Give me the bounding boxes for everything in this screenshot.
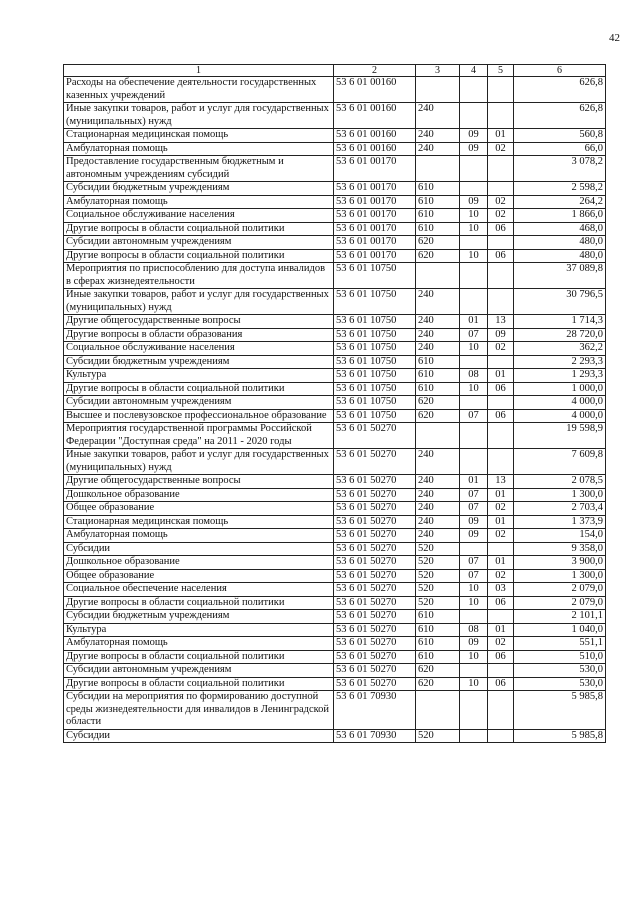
row-subsection: 06 [488,382,514,396]
row-code: 53 6 01 50270 [334,542,416,556]
row-amount: 154,0 [514,529,606,543]
row-section: 01 [460,315,488,329]
table-row [64,209,606,223]
row-name: Социальное обслуживание населения [64,342,334,356]
row-section: 10 [460,650,488,664]
row-amount: 2 293,3 [514,355,606,369]
table-row [64,249,606,263]
row-code: 53 6 01 50270 [334,569,416,583]
row-code: 53 6 01 70930 [334,729,416,743]
row-section [460,289,488,315]
row-subsection: 06 [488,222,514,236]
row-amount: 1 300,0 [514,569,606,583]
row-section: 10 [460,342,488,356]
row-name: Субсидии автономным учреждениям [64,396,334,410]
row-name: Иные закупки товаров, работ и услуг для государственных (муниципальных) нужд [64,289,334,315]
row-section: 01 [460,475,488,489]
row-subsection: 13 [488,315,514,329]
row-name: Амбулаторная помощь [64,195,334,209]
row-expense-type: 610 [416,637,460,651]
row-name: Стационарная медицинская помощь [64,515,334,529]
row-name: Другие общегосударственные вопросы [64,475,334,489]
row-section: 09 [460,129,488,143]
row-name: Культура [64,369,334,383]
row-section: 10 [460,249,488,263]
row-name: Другие вопросы в области социальной политики [64,650,334,664]
row-name: Другие вопросы в области образования [64,328,334,342]
row-expense-type: 240 [416,475,460,489]
row-section: 09 [460,515,488,529]
row-section [460,691,488,730]
row-section: 07 [460,502,488,516]
row-name: Высшее и послевузовское профессиональное образование [64,409,334,423]
table-row [64,610,606,624]
row-subsection: 01 [488,488,514,502]
row-name: Субсидии бюджетным учреждениям [64,610,334,624]
row-subsection [488,182,514,196]
row-section: 10 [460,222,488,236]
row-amount: 480,0 [514,236,606,250]
row-expense-type: 610 [416,195,460,209]
row-expense-type: 610 [416,209,460,223]
row-expense-type: 610 [416,355,460,369]
header-cell: 2 [334,65,416,77]
row-section: 07 [460,556,488,570]
row-subsection: 13 [488,475,514,489]
row-expense-type: 610 [416,650,460,664]
row-subsection [488,664,514,678]
row-expense-type: 520 [416,583,460,597]
row-code: 53 6 01 50270 [334,596,416,610]
table-row [64,677,606,691]
table-row [64,369,606,383]
header-cell: 6 [514,65,606,77]
row-expense-type: 520 [416,569,460,583]
row-expense-type [416,691,460,730]
row-subsection: 06 [488,249,514,263]
row-expense-type: 240 [416,529,460,543]
row-section: 07 [460,488,488,502]
row-subsection: 02 [488,142,514,156]
table-row [64,650,606,664]
row-expense-type: 240 [416,342,460,356]
row-section [460,263,488,289]
row-subsection [488,449,514,475]
table-row [64,569,606,583]
row-section [460,77,488,103]
row-section: 10 [460,382,488,396]
row-section: 07 [460,409,488,423]
row-code: 53 6 01 10750 [334,263,416,289]
row-name: Социальное обслуживание населения [64,209,334,223]
table-row [64,502,606,516]
row-code: 53 6 01 00170 [334,249,416,263]
table-row [64,409,606,423]
table-row [64,129,606,143]
table-row [64,328,606,342]
row-section [460,610,488,624]
row-code: 53 6 01 00160 [334,129,416,143]
row-amount: 264,2 [514,195,606,209]
row-subsection [488,236,514,250]
row-amount: 468,0 [514,222,606,236]
row-section: 10 [460,583,488,597]
row-code: 53 6 01 00170 [334,236,416,250]
table-row [64,77,606,103]
row-code: 53 6 01 10750 [334,382,416,396]
table-row [64,396,606,410]
row-subsection: 01 [488,556,514,570]
row-code: 53 6 01 10750 [334,289,416,315]
table-row [64,236,606,250]
row-section [460,236,488,250]
row-amount: 551,1 [514,637,606,651]
row-name: Дошкольное образование [64,488,334,502]
row-subsection [488,396,514,410]
row-section: 10 [460,209,488,223]
row-amount: 5 985,8 [514,729,606,743]
row-name: Стационарная медицинская помощь [64,129,334,143]
row-expense-type: 240 [416,142,460,156]
row-section [460,355,488,369]
table-row [64,488,606,502]
row-expense-type: 610 [416,382,460,396]
row-subsection: 02 [488,637,514,651]
row-subsection [488,77,514,103]
row-code: 53 6 01 50270 [334,583,416,597]
row-code: 53 6 01 00170 [334,156,416,182]
table-row [64,623,606,637]
row-name: Расходы на обеспечение деятельности государственных казенных учреждений [64,77,334,103]
row-subsection: 02 [488,529,514,543]
row-amount: 3 900,0 [514,556,606,570]
row-expense-type: 520 [416,729,460,743]
row-section [460,156,488,182]
row-subsection: 06 [488,409,514,423]
row-code: 53 6 01 50270 [334,556,416,570]
row-expense-type: 240 [416,103,460,129]
header-cell: 5 [488,65,514,77]
row-expense-type: 610 [416,222,460,236]
row-expense-type: 620 [416,396,460,410]
row-name: Другие вопросы в области социальной политики [64,222,334,236]
row-name: Социальное обеспечение населения [64,583,334,597]
row-amount: 66,0 [514,142,606,156]
row-expense-type: 240 [416,129,460,143]
row-amount: 5 985,8 [514,691,606,730]
row-name: Предоставление государственным бюджетным и автономным учреждениям субсидий [64,156,334,182]
row-subsection: 01 [488,515,514,529]
row-amount: 626,8 [514,77,606,103]
row-amount: 4 000,0 [514,409,606,423]
row-code: 53 6 01 70930 [334,691,416,730]
row-subsection: 01 [488,623,514,637]
row-section: 09 [460,142,488,156]
table-row [64,142,606,156]
table-row [64,342,606,356]
table-row [64,355,606,369]
row-name: Иные закупки товаров, работ и услуг для государственных (муниципальных) нужд [64,449,334,475]
row-expense-type: 240 [416,449,460,475]
row-expense-type: 620 [416,236,460,250]
row-code: 53 6 01 50270 [334,423,416,449]
row-subsection: 06 [488,596,514,610]
row-subsection: 02 [488,569,514,583]
row-code: 53 6 01 50270 [334,610,416,624]
row-expense-type: 240 [416,515,460,529]
row-subsection [488,103,514,129]
table-row [64,195,606,209]
row-amount: 480,0 [514,249,606,263]
row-section: 08 [460,369,488,383]
row-subsection [488,289,514,315]
row-subsection [488,423,514,449]
row-expense-type [416,156,460,182]
row-section [460,103,488,129]
table-row [64,596,606,610]
row-code: 53 6 01 50270 [334,664,416,678]
row-section [460,729,488,743]
row-name: Амбулаторная помощь [64,529,334,543]
row-code: 53 6 01 00160 [334,103,416,129]
row-amount: 2 079,0 [514,596,606,610]
row-subsection [488,729,514,743]
row-code: 53 6 01 10750 [334,328,416,342]
row-code: 53 6 01 00170 [334,195,416,209]
row-section: 07 [460,569,488,583]
row-subsection: 02 [488,209,514,223]
row-name: Субсидии бюджетным учреждениям [64,182,334,196]
row-amount: 2 703,4 [514,502,606,516]
row-name: Другие общегосударственные вопросы [64,315,334,329]
row-amount: 7 609,8 [514,449,606,475]
row-subsection [488,355,514,369]
row-expense-type [416,423,460,449]
row-section: 10 [460,596,488,610]
row-amount: 1 000,0 [514,382,606,396]
header-cell: 1 [64,65,334,77]
budget-table [63,64,606,743]
row-name: Другие вопросы в области социальной политики [64,249,334,263]
row-expense-type: 620 [416,249,460,263]
row-code: 53 6 01 10750 [334,315,416,329]
row-name: Субсидии бюджетным учреждениям [64,355,334,369]
table-row [64,449,606,475]
row-section [460,182,488,196]
row-expense-type: 610 [416,623,460,637]
row-section [460,664,488,678]
row-expense-type: 240 [416,502,460,516]
row-code: 53 6 01 10750 [334,342,416,356]
row-subsection: 06 [488,677,514,691]
row-name: Субсидии [64,542,334,556]
row-name: Другие вопросы в области социальной политики [64,596,334,610]
row-section [460,396,488,410]
row-section: 08 [460,623,488,637]
row-code: 53 6 01 50270 [334,515,416,529]
row-expense-type: 610 [416,610,460,624]
row-code: 53 6 01 00160 [334,142,416,156]
row-expense-type: 610 [416,182,460,196]
row-subsection: 03 [488,583,514,597]
row-code: 53 6 01 00170 [334,182,416,196]
row-code: 53 6 01 50270 [334,502,416,516]
row-expense-type: 620 [416,677,460,691]
row-subsection: 02 [488,195,514,209]
row-amount: 19 598,9 [514,423,606,449]
row-subsection [488,263,514,289]
table-header-row [64,65,606,77]
row-amount: 1 040,0 [514,623,606,637]
row-code: 53 6 01 50270 [334,475,416,489]
row-code: 53 6 01 10750 [334,396,416,410]
row-subsection: 01 [488,369,514,383]
row-code: 53 6 01 50270 [334,650,416,664]
row-subsection [488,610,514,624]
row-subsection: 06 [488,650,514,664]
table-row [64,664,606,678]
table-row [64,515,606,529]
row-amount: 28 720,0 [514,328,606,342]
row-expense-type: 520 [416,556,460,570]
row-amount: 4 000,0 [514,396,606,410]
row-name: Другие вопросы в области социальной политики [64,677,334,691]
table-row [64,315,606,329]
row-section: 09 [460,195,488,209]
row-expense-type [416,263,460,289]
row-code: 53 6 01 50270 [334,449,416,475]
table-row [64,222,606,236]
table-row [64,729,606,743]
table-row [64,583,606,597]
row-section: 07 [460,328,488,342]
row-section: 09 [460,529,488,543]
table-row [64,156,606,182]
row-name: Культура [64,623,334,637]
row-amount: 530,0 [514,677,606,691]
row-amount: 1 293,3 [514,369,606,383]
row-amount: 1 866,0 [514,209,606,223]
table-row [64,542,606,556]
row-amount: 510,0 [514,650,606,664]
table-row [64,182,606,196]
row-section [460,423,488,449]
row-name: Субсидии на мероприятия по формированию доступной среды жизнедеятельности для инвалидов в Ленинградской области [64,691,334,730]
row-code: 53 6 01 00170 [334,222,416,236]
row-code: 53 6 01 10750 [334,369,416,383]
row-amount: 2 101,1 [514,610,606,624]
row-amount: 2 078,5 [514,475,606,489]
row-amount: 1 714,3 [514,315,606,329]
row-code: 53 6 01 50270 [334,488,416,502]
row-section [460,449,488,475]
row-expense-type: 610 [416,369,460,383]
header-cell: 3 [416,65,460,77]
page-number: 42 [609,32,620,44]
row-name: Амбулаторная помощь [64,142,334,156]
row-subsection [488,156,514,182]
row-subsection: 02 [488,502,514,516]
row-amount: 1 300,0 [514,488,606,502]
table-row [64,382,606,396]
row-expense-type: 240 [416,289,460,315]
row-section: 10 [460,677,488,691]
row-code: 53 6 01 10750 [334,355,416,369]
header-cell: 4 [460,65,488,77]
row-expense-type: 240 [416,488,460,502]
row-name: Мероприятия государственной программы Российской Федерации "Доступная среда" на 2011 - 2020 годы [64,423,334,449]
row-amount: 2 598,2 [514,182,606,196]
row-amount: 560,8 [514,129,606,143]
row-code: 53 6 01 50270 [334,637,416,651]
table-row [64,637,606,651]
table-row [64,423,606,449]
row-name: Мероприятия по приспособлению для доступа инвалидов в сферах жизнедеятельности [64,263,334,289]
row-subsection [488,542,514,556]
row-subsection: 09 [488,328,514,342]
row-expense-type: 240 [416,328,460,342]
row-code: 53 6 01 10750 [334,409,416,423]
table-row [64,103,606,129]
row-expense-type: 520 [416,596,460,610]
row-name: Субсидии [64,729,334,743]
row-amount: 30 796,5 [514,289,606,315]
row-expense-type: 520 [416,542,460,556]
row-amount: 9 358,0 [514,542,606,556]
row-amount: 626,8 [514,103,606,129]
row-code: 53 6 01 50270 [334,529,416,543]
table-row [64,263,606,289]
row-subsection [488,691,514,730]
table-row [64,529,606,543]
row-expense-type: 240 [416,315,460,329]
row-code: 53 6 01 50270 [334,677,416,691]
row-name: Амбулаторная помощь [64,637,334,651]
row-code: 53 6 01 50270 [334,623,416,637]
row-name: Другие вопросы в области социальной политики [64,382,334,396]
row-expense-type [416,77,460,103]
row-subsection: 02 [488,342,514,356]
row-amount: 37 089,8 [514,263,606,289]
row-amount: 2 079,0 [514,583,606,597]
row-code: 53 6 01 00170 [334,209,416,223]
row-section: 09 [460,637,488,651]
row-code: 53 6 01 00160 [334,77,416,103]
row-amount: 530,0 [514,664,606,678]
row-expense-type: 620 [416,409,460,423]
table-row [64,289,606,315]
table-row [64,556,606,570]
row-name: Субсидии автономным учреждениям [64,236,334,250]
row-name: Субсидии автономным учреждениям [64,664,334,678]
row-subsection: 01 [488,129,514,143]
row-amount: 3 078,2 [514,156,606,182]
row-amount: 362,2 [514,342,606,356]
row-expense-type: 620 [416,664,460,678]
table-row [64,691,606,730]
row-name: Иные закупки товаров, работ и услуг для государственных (муниципальных) нужд [64,103,334,129]
row-section [460,542,488,556]
row-name: Общее образование [64,569,334,583]
row-name: Общее образование [64,502,334,516]
table-row [64,475,606,489]
row-name: Дошкольное образование [64,556,334,570]
row-amount: 1 373,9 [514,515,606,529]
